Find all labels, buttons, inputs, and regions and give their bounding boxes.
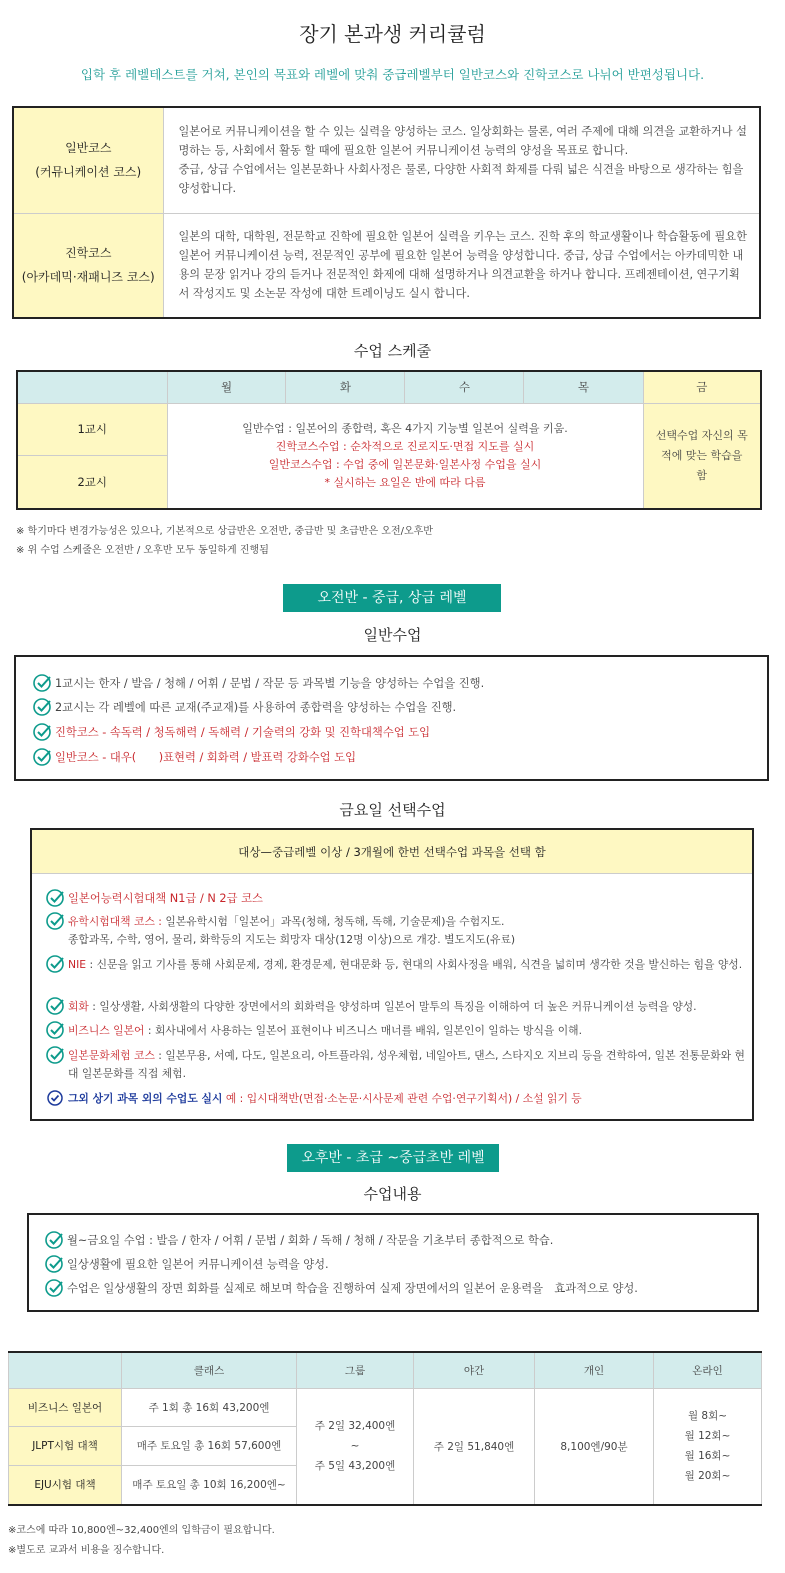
- price-header: 야간: [414, 1352, 535, 1388]
- price-private: 8,100엔/90분: [535, 1388, 654, 1505]
- item-label: 회화: [68, 1000, 89, 1013]
- price-class: 주 1회 총 16회 43,200엔: [122, 1388, 297, 1427]
- price-row-label: 비즈니스 일본어: [9, 1388, 122, 1427]
- check-icon: [32, 747, 52, 767]
- course-subname: (커뮤니케이션 코스): [35, 165, 142, 180]
- price-group-line: 주 2일 32,400엔: [314, 1420, 396, 1433]
- item-text: : 일상생활, 사회생활의 다양한 장면에서의 회화력을 양성하며 일본어 말투의 특징을 이해하여 더 높은 커뮤니케이션 능력을 양성.: [88, 1000, 697, 1013]
- schedule-content: [167, 403, 643, 509]
- check-icon: [45, 1088, 65, 1108]
- check-icon: [32, 722, 52, 742]
- day-header: 목: [524, 371, 643, 403]
- check-icon: [45, 954, 65, 974]
- period-label: 1교시: [17, 403, 167, 455]
- course-desc: 일본어로 커뮤니케이션을 할 수 있는 실력을 양성하는 코스. 일상회화는 물론, 여러 주제에 대해 의견을 교환하거나 설명하는 등, 사회에서 활동 할 때에 필요한 일본어 커뮤니케이션 능력의 양성을 목표로 합니다.: [178, 125, 747, 158]
- item-text: 월~금요일 수업 : 발음 / 한자 / 어휘 / 문법 / 회화 / 독해 / 청해 / 작문을 기초부터 종합적으로 학습.: [67, 1234, 554, 1247]
- item-label: 일본문화체험 코스: [68, 1049, 155, 1062]
- course-desc-cell: [163, 213, 760, 318]
- price-row: [9, 1388, 762, 1427]
- afternoon-banner: 오후반 - 초급 ~중급초반 레벨: [287, 1144, 499, 1172]
- item-text: 일상생활에 필요한 일본어 커뮤니케이션 능력을 양성.: [67, 1258, 329, 1271]
- check-icon: [32, 697, 52, 717]
- item-label: 일본어능력시험대책 N1급 / N 2급 코스: [68, 892, 263, 905]
- check-item: [45, 1022, 745, 1040]
- course-desc: 일본의 대학, 대학원, 전문학교 진학에 필요한 일본어 실력을 키우는 코스. 진학 후의 학교생활이나 학습활동에 필요한 일본어 커뮤니케이션 능력, 전문적인 공부에 필요한 일본어 능력을 양성합니다. 중급, 상급 수업에서는 아카데믹한 내용의 문장 읽거나 강의 듣거나 전문적인 화제에 대해 설명하거나 의견교환을 하거나 합니다. 프레젠테이션, 연구기획서 작성지도 및 소논문 작성에 대한 트레이닝도 실시 합니다.: [178, 230, 747, 301]
- price-online: [654, 1388, 762, 1505]
- schedule-note: ※ 학기마다 변경가능성은 있으나, 기본적으로 상급반은 오전반, 중급반 및 초급반은 오전/오후반: [16, 526, 433, 537]
- check-item: [32, 724, 430, 742]
- price-table: [8, 1351, 762, 1506]
- price-note: ※별도로 교과서 비용을 징수합니다.: [8, 1545, 165, 1556]
- friday-cell: [643, 403, 761, 509]
- check-icon: [45, 996, 65, 1016]
- friday-title: 금요일 선택수업: [339, 801, 446, 819]
- item-label: 그외 상기 과목 외의 수업도 실시: [68, 1092, 223, 1105]
- check-item: [45, 913, 745, 949]
- item-label: 비즈니스 일본어: [68, 1024, 145, 1037]
- item-text: 종합과목, 수학, 영어, 물리, 화학등의 지도는 희망자 대상(12명 이상)으로 개강. 별도지도(유료): [68, 933, 516, 946]
- course-table: [12, 106, 761, 319]
- price-row-label: EJU시험 대책: [9, 1465, 122, 1505]
- afternoon-title: 수업내용: [363, 1185, 422, 1203]
- morning-banner: 오전반 - 중급, 상급 레벨: [283, 584, 501, 612]
- price-night: 주 2일 51,840엔: [414, 1388, 535, 1505]
- friday-text: 선택수업 자신의 목적에 맞는 학습을 함: [655, 428, 748, 482]
- check-item: [44, 1232, 553, 1250]
- schedule-header-row: [17, 371, 761, 403]
- course-desc: 중급, 상급 수업에서는 일본문화나 사회사정은 물론, 다양한 사회적 화제를 다뤄 넓은 식견을 바탕으로 생각하는 힘을 양성합니다.: [178, 163, 744, 196]
- course-subname: (아카데믹·재패니즈 코스): [21, 270, 155, 285]
- item-text: 1교시는 한자 / 발음 / 청해 / 어휘 / 문법 / 작문 등 과목별 기능을 양성하는 수업을 진행.: [55, 677, 485, 690]
- check-icon: [44, 1254, 64, 1274]
- morning-title: 일반수업: [363, 626, 422, 644]
- course-name: 진학코스: [65, 246, 112, 261]
- schedule-line: 일반코스수업 : 수업 중에 일본문화·일본사정 수업을 실시: [268, 457, 542, 471]
- check-icon: [44, 1230, 64, 1250]
- price-header: 클래스: [122, 1352, 297, 1388]
- price-note: ※코스에 따라 10,800엔~32,400엔의 입학금이 필요합니다.: [8, 1525, 275, 1536]
- check-item: [44, 1256, 329, 1274]
- price-corner: [9, 1352, 122, 1388]
- price-header-row: [9, 1352, 762, 1388]
- item-label: 유학시험대책 코스 :: [68, 915, 162, 928]
- price-online-line: 월 20회~: [684, 1470, 731, 1483]
- price-group-line: 주 5일 43,200엔: [314, 1460, 396, 1473]
- item-text: 진학코스 - 속독력 / 청독해력 / 독해력 / 기술력의 강화 및 진학대책수업 도입: [55, 726, 431, 739]
- check-item: [44, 1280, 638, 1298]
- schedule-note: ※ 위 수업 스케줄은 오전반 / 오후반 모두 동일하게 진행됨: [16, 545, 269, 556]
- page-title: 장기 본과생 커리큘럼: [299, 22, 486, 46]
- price-group-line: ~: [350, 1440, 360, 1453]
- check-icon: [45, 1045, 65, 1065]
- period-label: 2교시: [17, 455, 167, 509]
- page-subtitle: 입학 후 레벨테스트를 거쳐, 본인의 목표와 레벨에 맞춰 중급레벨부터 일반코스와 진학코스로 나뉘어 반편성됩니다.: [80, 67, 705, 82]
- price-class: 매주 토요일 총 10회 16,200엔~: [122, 1465, 297, 1505]
- check-icon: [45, 1020, 65, 1040]
- item-text: : 일본무용, 서예, 다도, 일본요리, 아트플라워, 성우체험, 네일아트, 댄스, 스타지오 지브리 등을 견학하여, 일본 전통문화와 현대 일본문화를 직접 체험.: [68, 1049, 745, 1080]
- friday-header: 대상—중급레벨 이상 / 3개월에 한번 선택수업 과목을 선택 함: [32, 830, 752, 874]
- price-row-label: JLPT시험 대책: [9, 1427, 122, 1466]
- course-desc-cell: [163, 107, 760, 213]
- check-item: [45, 956, 745, 974]
- schedule-table: [16, 370, 762, 510]
- price-online-line: 월 8회~: [687, 1410, 728, 1423]
- schedule-line: 일반수업 : 일본어의 종합력, 혹은 4가지 기능별 일본어 실력을 키움.: [242, 421, 568, 435]
- check-item: [45, 998, 745, 1016]
- price-header: 개인: [535, 1352, 654, 1388]
- price-class: 매주 토요일 총 16회 57,600엔: [122, 1427, 297, 1466]
- price-header: 온라인: [654, 1352, 762, 1388]
- schedule-line: 진학코스수업 : 순차적으로 진로지도·면접 지도를 실시: [275, 439, 535, 453]
- check-item: [32, 675, 484, 693]
- price-online-line: 월 12회~: [684, 1430, 731, 1443]
- check-icon: [44, 1278, 64, 1298]
- price-group: [297, 1388, 414, 1505]
- course-name-cell: [13, 107, 163, 213]
- schedule-title: 수업 스케줄: [353, 342, 432, 360]
- price-online-line: 월 16회~: [684, 1450, 731, 1463]
- check-icon: [45, 888, 65, 908]
- day-header: 월: [167, 371, 286, 403]
- item-text: 예 : 입시대책반(면접·소논문·시사문제 관련 수업·연구기획서) / 소설 읽기 등: [222, 1092, 582, 1105]
- check-item: [45, 1047, 745, 1083]
- check-item: [32, 749, 356, 767]
- course-name-cell: [13, 213, 163, 318]
- schedule-row: [17, 403, 761, 455]
- item-label: NIE: [68, 958, 87, 971]
- check-icon: [32, 673, 52, 693]
- check-icon: [45, 911, 65, 931]
- course-row: [13, 107, 760, 213]
- check-item: [45, 890, 745, 908]
- item-text: : 신문을 읽고 기사를 통해 사회문제, 경제, 환경문제, 현대문화 등, 현대의 사회사정을 배워, 식견을 넓히며 생각한 것을 발신하는 힘을 양성.: [86, 958, 743, 971]
- schedule-corner: [17, 371, 167, 403]
- item-text: 2교시는 각 레벨에 따른 교재(주교재)를 사용하여 종합력을 양성하는 수업을 진행.: [55, 701, 457, 714]
- schedule-line: * 실시하는 요일은 반에 따라 다름: [324, 475, 486, 489]
- item-text: : 회사내에서 사용하는 일본어 표현이나 비즈니스 매너를 배워, 일본인이 일하는 방식을 이해.: [144, 1024, 583, 1037]
- course-name: 일반코스: [65, 141, 112, 156]
- course-row: [13, 213, 760, 318]
- day-header: 금: [643, 371, 761, 403]
- price-header: 그룹: [297, 1352, 414, 1388]
- check-item: [45, 1090, 745, 1108]
- day-header: 수: [405, 371, 524, 403]
- check-item: [32, 699, 456, 717]
- day-header: 화: [286, 371, 405, 403]
- item-text: 일반코스 - 대우( )표현력 / 회화력 / 발표력 강화수업 도입: [55, 751, 356, 764]
- item-text: 수업은 일상생활의 장면 회화를 실제로 해보며 학습을 진행하여 실제 장면에서의 일본어 운용력을 효과적으로 양성.: [67, 1282, 638, 1295]
- item-text: 일본유학시험「일본어」과목(청해, 청독해, 독해, 기술문제)을 수험지도.: [161, 915, 505, 928]
